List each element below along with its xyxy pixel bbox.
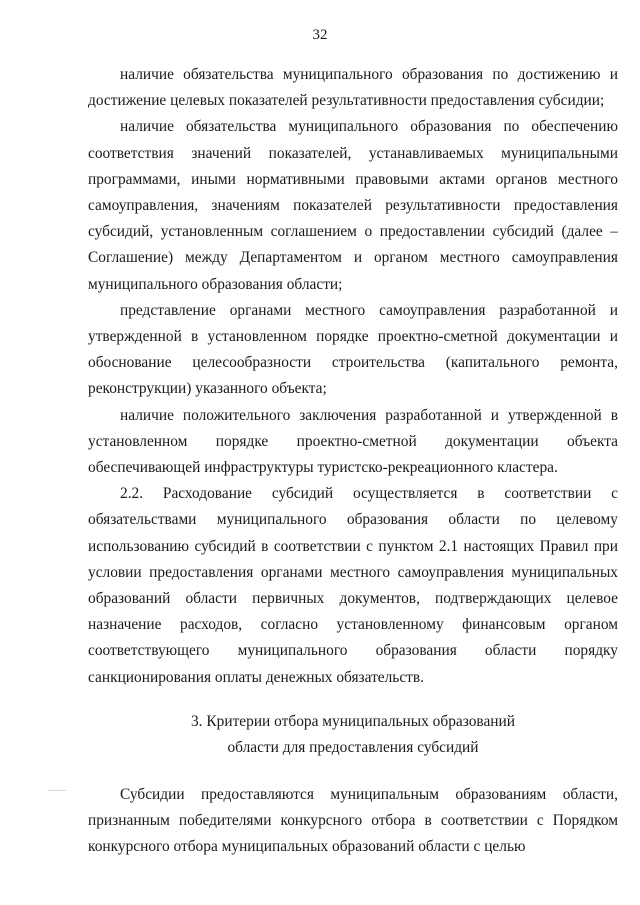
paragraph-6: Субсидии предоставляются муниципальным образованиям области, признанным победителями конкурсного отбора в соответствии с Порядком конкурсного отбора муниципальных образований области с целью: [88, 786, 618, 856]
paragraph-4: наличие положительного заключения разработанной и утвержденной в установленном порядке проектно-сметной документации объекта обеспечивающей инфраструктуры туристско-рекреационного кластера.: [88, 406, 618, 477]
body-text: [88, 62, 618, 691]
paragraph-5: 2.2. Расходование субсидий осуществляется в соответствии с обязательствами муниципального образования области по целевому использованию субсидий в соответствии с пунктом 2.1 настоящих Правил при условии предоставления органами местного самоуправления муниципальных образований области первичных документов, подтверждающих целевое назначение расходов, согласно установленному финансовым органом соответствующего муниципального образования области порядку санкционирования оплаты денежных обязательств.: [88, 485, 618, 686]
section-heading-line-2: области для предоставления субсидий: [227, 739, 479, 756]
paragraph-2: наличие обязательства муниципального образования по обеспечению соответствия значений показателей, устанавливаемых муниципальными программами, иными нормативными правовыми актами органов местного самоуправления, значениям показателей результативности предоставления субсидий, установленным соглашением о предоставлении субсидий (далее – Соглашение) между Департаментом и органом местного самоуправления муниципального образования области;: [88, 118, 618, 293]
section-heading: [88, 709, 618, 761]
section-heading-line-1: 3. Критерии отбора муниципальных образований: [190, 713, 516, 730]
paragraph-1: наличие обязательства муниципального образования по достижению и достижение целевых показателей результативности предоставления субсидии;: [88, 66, 618, 110]
page-number: 32: [312, 27, 328, 43]
paragraph-3: представление органами местного самоуправления разработанной и утвержденной в установленном порядке проектно-сметной документации и обоснование целесообразности строительства (капитального ремонта, реконструкции) указанного объекта;: [88, 301, 618, 398]
scan-mark: [48, 790, 66, 791]
body-text-continued: [88, 782, 618, 861]
